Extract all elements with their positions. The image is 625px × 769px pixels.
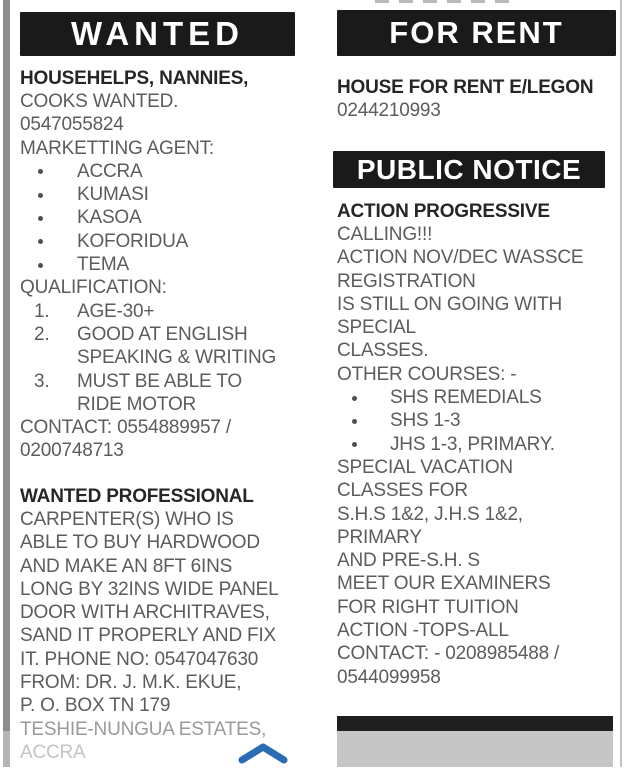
course-list-item bbox=[337, 433, 622, 456]
course-list-item bbox=[337, 410, 622, 433]
public-notice-ad bbox=[337, 200, 622, 689]
ad-line: FROM: DR. J. M.K. EKUE, bbox=[20, 672, 242, 694]
contact-line: CONTACT: - 0208985488 / bbox=[337, 643, 560, 665]
contact-line: 0544099958 bbox=[337, 666, 441, 688]
wanted-section-label: WANTED bbox=[71, 15, 244, 52]
qualification-text-continued: SPEAKING & WRITING bbox=[77, 347, 277, 369]
location-label: KASOA bbox=[77, 207, 142, 229]
for-rent-section-label: FOR RENT bbox=[389, 15, 564, 50]
ad-line: REGISTRATION bbox=[337, 270, 476, 292]
ad-title: HOUSEHELPS, NANNIES, bbox=[20, 67, 249, 89]
ad-title: HOUSE FOR RENT E/LEGON bbox=[337, 76, 594, 98]
course-label: SHS 1-3 bbox=[390, 410, 461, 432]
location-label: KOFORIDUA bbox=[77, 230, 189, 252]
ad-line: CLASSES. bbox=[337, 340, 429, 362]
ad-phone: 0244210993 bbox=[337, 99, 441, 121]
public-notice-section-header bbox=[333, 151, 605, 188]
ad-line: SAND IT PROPERLY AND FIX bbox=[20, 625, 276, 647]
bullet-icon bbox=[38, 263, 43, 268]
item-number: 1. bbox=[34, 300, 50, 322]
cropped-text-remnant bbox=[375, 0, 515, 3]
bullet-icon bbox=[352, 396, 357, 401]
ad-line: OTHER COURSES: - bbox=[337, 363, 517, 385]
bullet-icon bbox=[38, 193, 43, 198]
location-label: TEMA bbox=[77, 254, 129, 276]
ad-line: PRIMARY bbox=[337, 526, 422, 548]
next-section-header-bar-cropped bbox=[337, 716, 613, 731]
wanted-section-header bbox=[20, 12, 295, 56]
location-list-item bbox=[20, 230, 310, 253]
qualification-item bbox=[20, 300, 310, 323]
ad-line: P. O. BOX TN 179 bbox=[20, 695, 171, 717]
public-notice-section-label: PUBLIC NOTICE bbox=[356, 153, 582, 185]
for-rent-section-header bbox=[337, 10, 616, 56]
location-list-item bbox=[20, 207, 310, 230]
bullet-icon bbox=[38, 169, 43, 174]
contact-line: 0200748713 bbox=[20, 440, 124, 462]
qualification-heading: QUALIFICATION: bbox=[20, 277, 167, 299]
page-edge-strip bbox=[3, 0, 10, 731]
rent-ad bbox=[337, 76, 622, 123]
ad-line: DOOR WITH ARCHITRAVES, bbox=[20, 602, 270, 624]
ad-line: MARKETTING AGENT: bbox=[20, 137, 215, 159]
ad-line: MEET OUR EXAMINERS bbox=[337, 573, 551, 595]
course-label: SHS REMEDIALS bbox=[390, 387, 542, 409]
ad-line: SPECIAL bbox=[337, 317, 416, 339]
qualification-text: MUST BE ABLE TO bbox=[77, 370, 242, 392]
ad-title: ACTION PROGRESSIVE bbox=[337, 200, 550, 222]
bullet-icon bbox=[38, 239, 43, 244]
ad-line: CALLING!!! bbox=[337, 223, 433, 245]
ad-phone: 0547055824 bbox=[20, 114, 124, 136]
ad-line: CLASSES FOR bbox=[337, 480, 468, 502]
ad-line-faded: TESHIE-NUNGUA ESTATES, bbox=[20, 718, 267, 740]
ad-line-faded: ACCRA bbox=[20, 741, 86, 763]
ad-title: WANTED PROFESSIONAL bbox=[20, 485, 254, 507]
ad-line: ACTION -TOPS-ALL bbox=[337, 619, 509, 641]
page-edge-strip-bottom bbox=[3, 731, 10, 767]
contact-line: CONTACT: 0554889957 / bbox=[20, 417, 231, 439]
qualification-item bbox=[20, 323, 310, 346]
ad-line: SPECIAL VACATION bbox=[337, 456, 513, 478]
ad-line: IT. PHONE NO: 0547047630 bbox=[20, 648, 259, 670]
ad-line: IS STILL ON GOING WITH bbox=[337, 293, 563, 315]
ad-line: AND PRE-S.H. S bbox=[337, 550, 480, 572]
qualification-text-continued: RIDE MOTOR bbox=[77, 393, 197, 415]
location-label: KUMASI bbox=[77, 184, 149, 206]
wanted-ad bbox=[20, 67, 310, 463]
chevron-up-icon bbox=[235, 740, 291, 766]
qualification-text: AGE-30+ bbox=[77, 300, 155, 322]
ad-line: COOKS WANTED. bbox=[20, 90, 179, 112]
qualification-item bbox=[20, 370, 310, 393]
qualification-text: GOOD AT ENGLISH bbox=[77, 323, 248, 345]
location-label: ACCRA bbox=[77, 160, 143, 182]
ad-line: S.H.S 1&2, J.H.S 1&2, bbox=[337, 503, 523, 525]
ad-line: CARPENTER(S) WHO IS bbox=[20, 508, 234, 530]
professional-ad bbox=[20, 485, 310, 765]
bullet-icon bbox=[352, 419, 357, 424]
ad-line: ABLE TO BUY HARDWOOD bbox=[20, 532, 260, 554]
location-list-item bbox=[20, 160, 310, 183]
ad-line: AND MAKE AN 8FT 6INS bbox=[20, 555, 233, 577]
course-list-item bbox=[337, 386, 622, 409]
scroll-up-chevron-icon[interactable] bbox=[235, 740, 291, 766]
item-number: 2. bbox=[34, 323, 50, 345]
bullet-icon bbox=[352, 442, 357, 447]
next-section-placeholder bbox=[337, 731, 613, 767]
location-list-item bbox=[20, 183, 310, 206]
item-number: 3. bbox=[34, 370, 50, 392]
ad-line: ACTION NOV/DEC WASSCE bbox=[337, 247, 584, 269]
location-list-item bbox=[20, 253, 310, 276]
bullet-icon bbox=[38, 216, 43, 221]
ad-line: LONG BY 32INS WIDE PANEL bbox=[20, 578, 279, 600]
ad-line: FOR RIGHT TUITION bbox=[337, 596, 519, 618]
course-label: JHS 1-3, PRIMARY. bbox=[390, 433, 555, 455]
